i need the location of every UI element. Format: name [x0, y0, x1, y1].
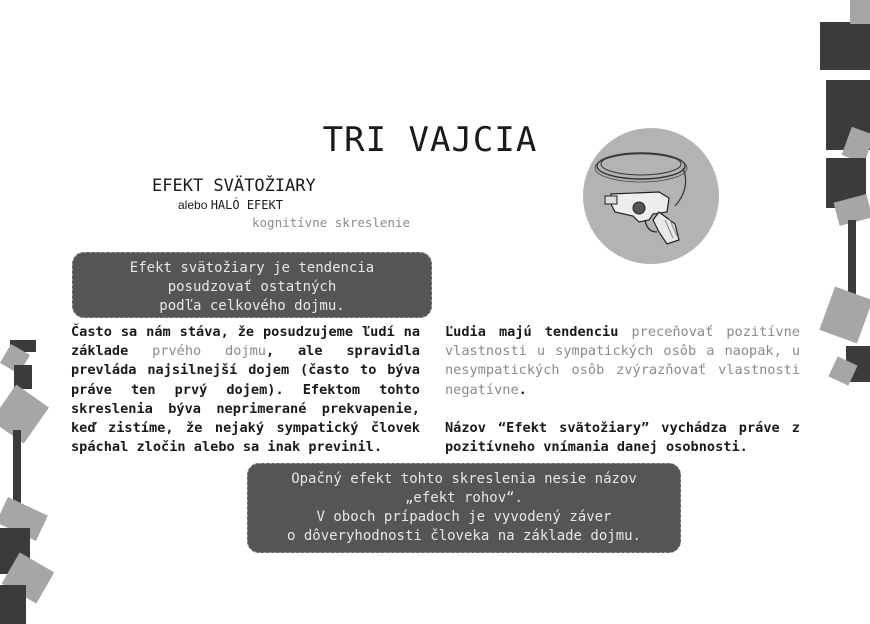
right-paragraph-2: Názov “Efekt svätožiary” vychádza práve z pozitívneho vnímania danej osobnosti.: [445, 419, 800, 456]
opposite-line-1: Opačný efekt tohto skreslenia nesie názov: [291, 471, 637, 487]
revolver-illustration: [583, 128, 719, 264]
opposite-effect-box: [247, 463, 681, 553]
definition-box: [72, 252, 432, 318]
left-text-part2: , ale spravidla prevláda najsilnejší dojem (často to býva práve ten prvý dojem). Efektom tohto skreslenia býva neprimerané prekvapenie, keď zistíme, že nejaký sympatický človek spáchal zločin alebo sa inak previnil.: [71, 343, 420, 456]
right-text-lead: Ľudia majú tendenciu: [445, 324, 632, 340]
right-column-text: [445, 323, 800, 457]
right-text-highlight: preceňovať pozitívne vlastnosti u sympatických osôb a naopak, u nesympatických osôb zvýrazňovať vlastnosti negatívne: [445, 324, 800, 398]
revolver-with-rope-icon: [583, 128, 719, 264]
right-text-end: .: [518, 381, 527, 398]
left-column-text: [71, 323, 420, 457]
left-text-part1: Často sa nám stáva, že posudzujeme ľudí na základe: [71, 324, 420, 360]
subheading-prefix: alebo: [178, 198, 211, 212]
left-text-highlight: prvého dojmu: [152, 343, 266, 360]
opposite-line-2: „efekt rohov“.: [404, 490, 523, 506]
right-paragraph-1: [445, 323, 800, 400]
category-label: kognitívne skreslenie: [252, 215, 411, 230]
definition-line-1: Efekt svätožiary je tendencia: [129, 260, 375, 276]
subheading-name: HALÓ EFEKT: [210, 198, 283, 212]
opposite-line-3: V oboch prípadoch je vyvodený záver: [316, 509, 612, 525]
section-heading: EFEKT SVÄTOŽIARY: [152, 176, 316, 196]
page-title: TRI VAJCIA: [322, 120, 538, 160]
definition-line-3: podľa celkového dojmu.: [159, 298, 345, 314]
section-subheading: [178, 198, 283, 212]
opposite-line-4: o dôveryhodnosti človeka na základe dojmu.: [286, 528, 641, 544]
definition-line-2: posudzovať ostatných: [167, 279, 337, 295]
